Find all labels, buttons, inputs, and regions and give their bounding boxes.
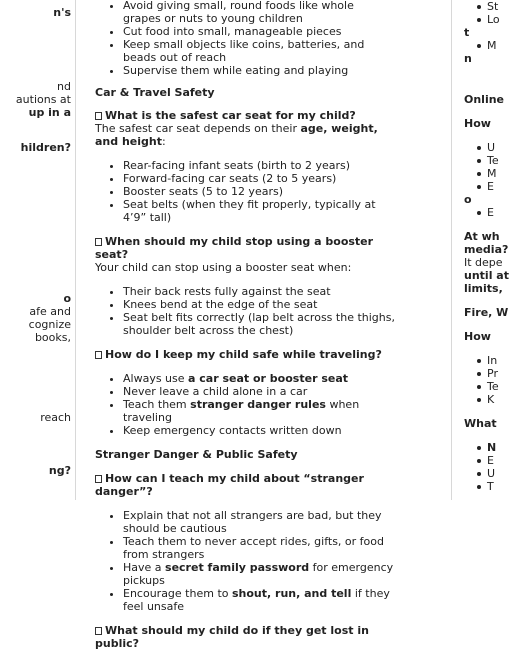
right-clipped-text: K bbox=[487, 393, 495, 406]
right-clipped-text: How bbox=[464, 330, 491, 343]
right-clipped-text: St bbox=[487, 0, 499, 13]
list-item: • Booster seats (5 to 12 years) bbox=[123, 185, 395, 198]
question-safe-traveling: How do I keep my child safe while traveling? bbox=[95, 348, 395, 361]
right-clipped-text: It depe bbox=[464, 256, 503, 269]
right-clipped-text: Te bbox=[487, 380, 499, 393]
right-clipped-text: E bbox=[487, 454, 494, 467]
bullet-dot bbox=[477, 18, 481, 22]
right-clipped-text: o bbox=[464, 193, 472, 206]
question-icon bbox=[95, 238, 102, 246]
right-clipped-text: How bbox=[464, 117, 491, 130]
list-item: • Never leave a child alone in a car bbox=[123, 385, 395, 398]
list-item: • Encourage them to shout, run, and tell if they feel unsafe bbox=[123, 587, 395, 613]
stranger-danger-list bbox=[95, 509, 395, 613]
car-travel-section-heading: Car & Travel Safety bbox=[95, 86, 215, 99]
question-lost-in-public: What should my child do if they get lost in public? bbox=[95, 624, 369, 650]
list-item: • Teach them stranger danger rules when traveling bbox=[123, 398, 395, 424]
left-clipped-text: o bbox=[63, 292, 71, 305]
bullet-dot bbox=[477, 446, 481, 450]
right-clipped-text: Lo bbox=[487, 13, 500, 26]
left-clipped-text: n's bbox=[53, 6, 71, 19]
bullet-dot bbox=[477, 44, 481, 48]
list-item: • Teach them to never accept rides, gifts, or food from strangers bbox=[123, 535, 395, 561]
list-item: • Avoid giving small, round foods like whole grapes or nuts to young children bbox=[123, 0, 395, 25]
bullet-dot bbox=[477, 372, 481, 376]
travel-safety-list bbox=[95, 372, 395, 437]
list-item: • Supervise them while eating and playing bbox=[123, 64, 395, 77]
left-clipped-text: ng? bbox=[48, 464, 71, 477]
question-booster-seat: When should my child stop using a booster seat? bbox=[95, 235, 374, 261]
bullet-dot bbox=[477, 359, 481, 363]
stranger-section-heading: Stranger Danger & Public Safety bbox=[95, 448, 298, 461]
bullet-dot bbox=[477, 398, 481, 402]
left-clipped-text: cognize bbox=[28, 318, 71, 331]
right-clipped-text: In bbox=[487, 354, 498, 367]
bullet-dot bbox=[477, 472, 481, 476]
list-item: • Seat belt fits correctly (lap belt across the thighs, shoulder belt across the chest) bbox=[123, 311, 395, 337]
bullet-dot bbox=[477, 185, 481, 189]
left-clipped-text: afe and bbox=[29, 305, 71, 318]
left-clipped-text: reach bbox=[40, 411, 71, 424]
middle-column bbox=[95, 0, 395, 650]
list-item: • Keep small objects like coins, batteries, and beads out of reach bbox=[123, 38, 395, 64]
left-clipped-text: nd bbox=[57, 80, 71, 93]
bullet-dot bbox=[477, 172, 481, 176]
right-clipped-text: E bbox=[487, 180, 494, 193]
bullet-dot bbox=[477, 485, 481, 489]
right-clipped-text: limits, bbox=[464, 282, 503, 295]
right-clipped-text: M bbox=[487, 39, 497, 52]
booster-criteria-list bbox=[95, 285, 395, 337]
bullet-dot bbox=[477, 211, 481, 215]
list-item: • Seat belts (when they fit properly, typically at 4’9” tall) bbox=[123, 198, 395, 224]
right-column bbox=[463, 0, 509, 500]
left-column bbox=[0, 0, 75, 500]
list-item: • Forward-facing car seats (2 to 5 years) bbox=[123, 172, 395, 185]
right-clipped-text: Pr bbox=[487, 367, 498, 380]
list-item: • Always use a car seat or booster seat bbox=[123, 372, 395, 385]
right-clipped-text: Fire, W bbox=[464, 306, 509, 319]
car-seat-types-list bbox=[95, 159, 395, 224]
bullet-dot bbox=[477, 385, 481, 389]
question-icon bbox=[95, 112, 102, 120]
right-clipped-text: n bbox=[464, 52, 472, 65]
list-item: • Their back rests fully against the seat bbox=[123, 285, 395, 298]
right-clipped-text: E bbox=[487, 206, 494, 219]
left-clipped-text: hildren? bbox=[20, 141, 71, 154]
question-stranger-danger: How can I teach my child about “stranger danger”? bbox=[95, 472, 364, 498]
right-clipped-text: What bbox=[464, 417, 497, 430]
right-clipped-text: t bbox=[464, 26, 470, 39]
bullet-dot bbox=[477, 159, 481, 163]
bullet-dot bbox=[477, 146, 481, 150]
column-divider-left bbox=[75, 0, 76, 500]
right-clipped-text: U bbox=[487, 467, 496, 480]
list-item: • Knees bend at the edge of the seat bbox=[123, 298, 395, 311]
bullet-dot bbox=[477, 5, 481, 9]
question-icon bbox=[95, 351, 102, 359]
right-clipped-text: At wh bbox=[464, 230, 500, 243]
column-divider-right bbox=[451, 0, 452, 500]
right-clipped-text: until at bbox=[464, 269, 509, 282]
list-item: • Cut food into small, manageable pieces bbox=[123, 25, 395, 38]
list-item: • Keep emergency contacts written down bbox=[123, 424, 395, 437]
right-clipped-text: N bbox=[487, 441, 497, 454]
list-item: • Rear-facing infant seats (birth to 2 years) bbox=[123, 159, 395, 172]
right-clipped-text: T bbox=[487, 480, 494, 493]
right-clipped-text: Te bbox=[487, 154, 499, 167]
left-clipped-text: autions at bbox=[15, 93, 71, 106]
right-clipped-text: Online bbox=[464, 93, 505, 106]
question-icon bbox=[95, 475, 102, 483]
answer-safest-car-seat: The safest car seat depends on their age, weight, and height: bbox=[95, 122, 378, 148]
bullet-dot bbox=[477, 459, 481, 463]
choking-tips-list bbox=[95, 0, 395, 77]
list-item: • Have a secret family password for emergency pickups bbox=[123, 561, 395, 587]
question-safest-car-seat: What is the safest car seat for my child? bbox=[95, 109, 395, 122]
right-clipped-text: M bbox=[487, 167, 497, 180]
question-icon bbox=[95, 627, 102, 635]
right-clipped-text: media? bbox=[464, 243, 509, 256]
answer-booster-seat: Your child can stop using a booster seat when: bbox=[95, 261, 352, 274]
left-clipped-text: up in a bbox=[28, 106, 71, 119]
list-item: • Explain that not all strangers are bad, but they should be cautious bbox=[123, 509, 395, 535]
left-clipped-text: books, bbox=[34, 331, 71, 344]
right-clipped-text: U bbox=[487, 141, 496, 154]
